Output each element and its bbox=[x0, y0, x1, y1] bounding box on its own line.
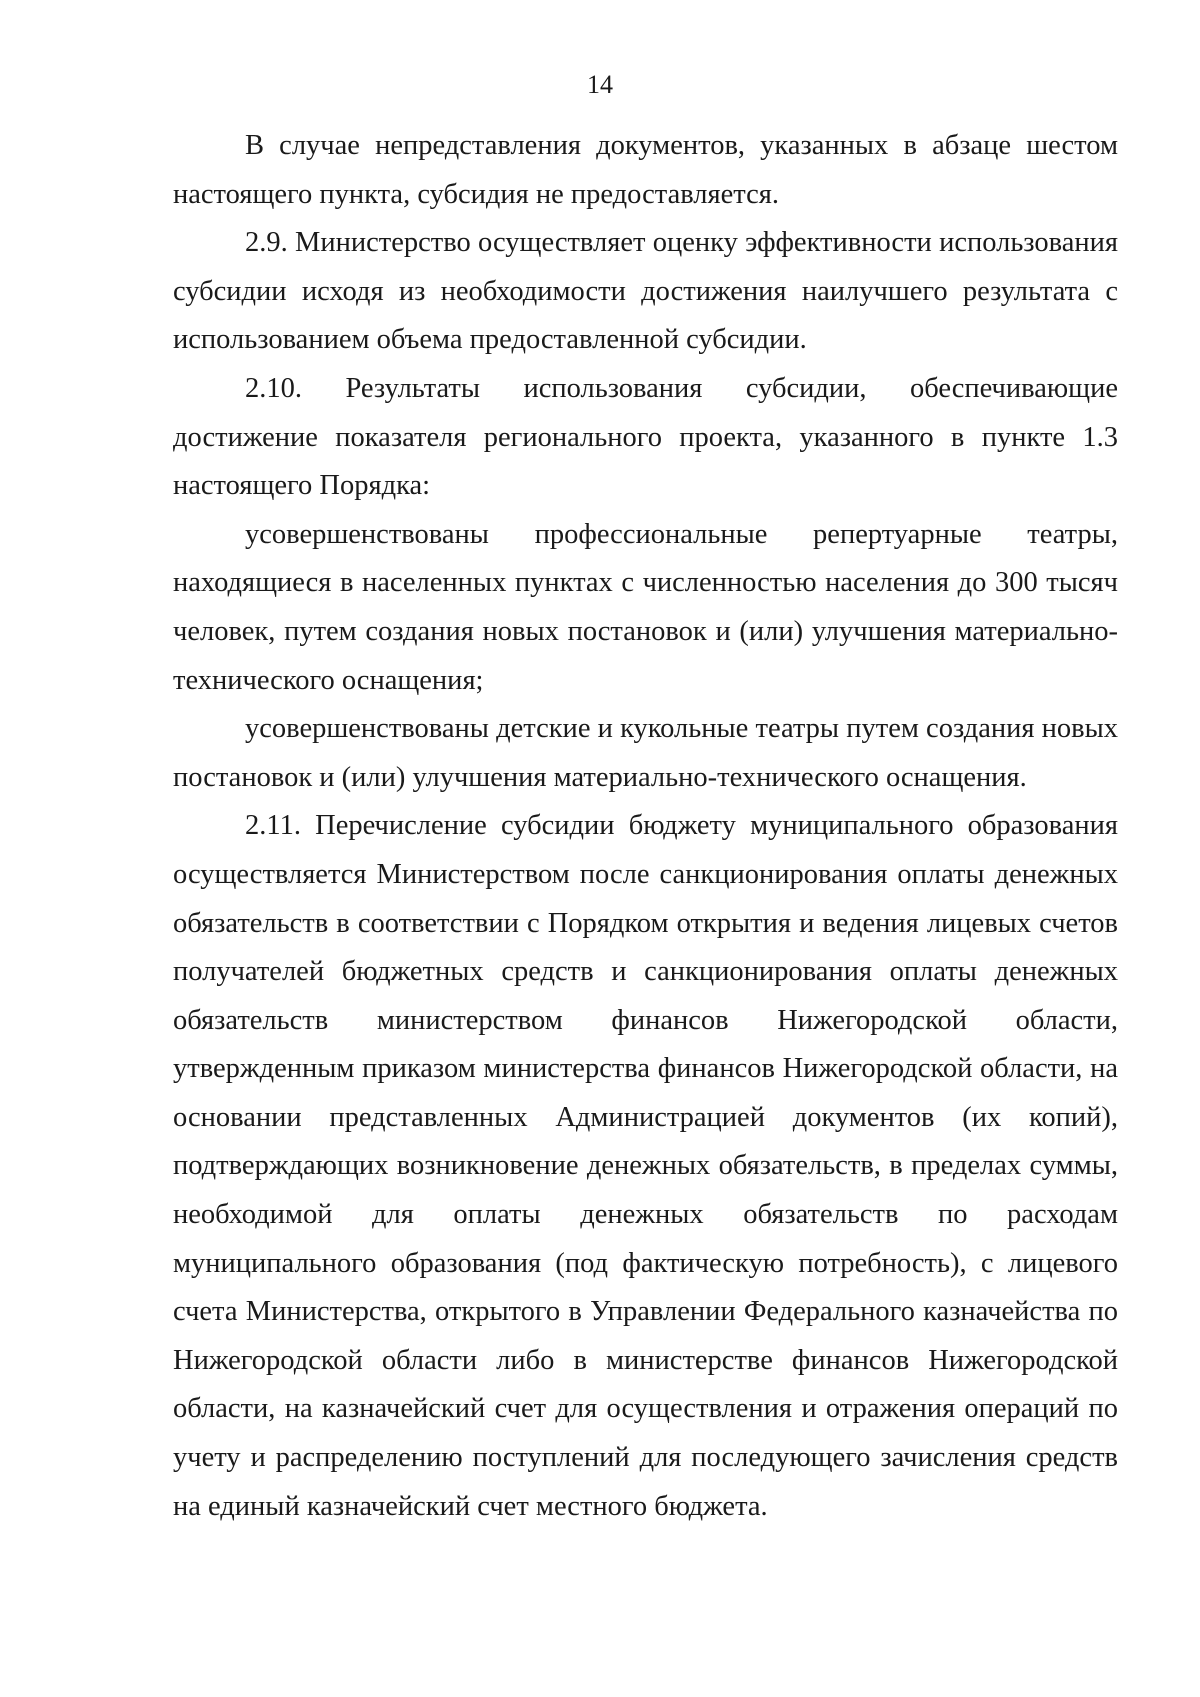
page-number: 14 bbox=[587, 70, 613, 99]
paragraph-2-9: 2.9. Министерство осуществляет оценку эффективности использования субсидии исходя из необходимости достижения наилучшего результата с использованием объема предоставленной субсидии. bbox=[173, 227, 1118, 356]
paragraph-children-puppet-theatres: усовершенствованы детские и кукольные театры путем создания новых постановок и (или) улучшения материально-технического оснащения. bbox=[173, 713, 1118, 793]
paragraph-2-10: 2.10. Результаты использования субсидии, обеспечивающие достижение показателя регионального проекта, указанного в пункте 1.3 настоящего Порядка: bbox=[173, 372, 1118, 502]
paragraph-non-submission: В случае непредставления документов, указанных в абзаце шестом настоящего пункта, субсидия не предоставляется. bbox=[173, 130, 1118, 210]
paragraph-repertory-theatres: усовершенствованы профессиональные репертуарные театры, находящиеся в населенных пунктах с численностью населения до 300 тысяч человек, путем создания новых постановок и (или) улучшения материально-технического оснащения; bbox=[173, 518, 1118, 696]
document-body bbox=[173, 122, 1118, 1531]
paragraph-2-11: 2.11. Перечисление субсидии бюджету муниципального образования осуществляется Министерством после санкционирования оплаты денежных обязательств в соответствии с Порядком открытия и ведения лицевых счетов получателей бюджетных средств и санкционирования оплаты денежных обязательств министерством финансов Нижегородской области, утвержденным приказом министерства финансов Нижегородской области, на основании представленных Администрацией документов (их копий), подтверждающих возникновение денежных обязательств, в пределах суммы, необходимой для оплаты денежных обязательств по расходам муниципального образования (под фактическую потребность), с лицевого счета Министерства, открытого в Управлении Федерального казначейства по Нижегородской области либо в министерстве финансов Нижегородской области, на казначейский счет для осуществления и отражения операций по учету и распределению поступлений для последующего зачисления средств на единый казначейский счет местного бюджета. bbox=[173, 810, 1118, 1522]
